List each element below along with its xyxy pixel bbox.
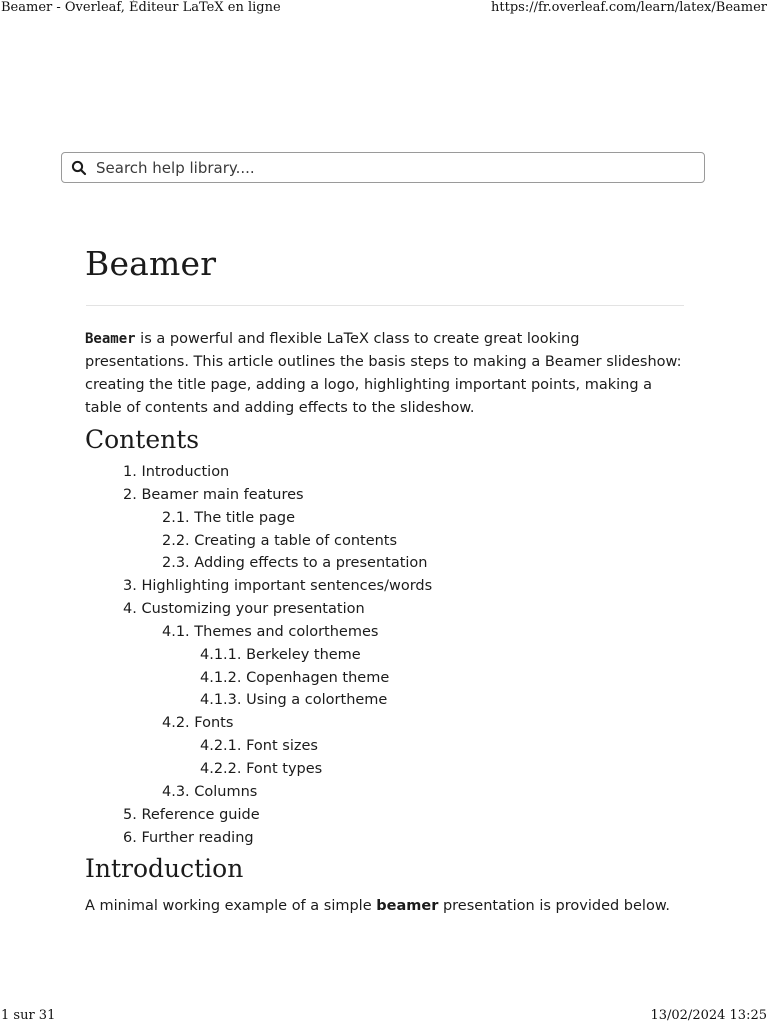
- toc-item[interactable]: 4.2. Fonts: [162, 715, 234, 732]
- search-box[interactable]: [61, 152, 705, 183]
- introduction-bold-term: beamer: [376, 898, 439, 915]
- print-page-title: Beamer - Overleaf, Éditeur LaTeX en ligne: [1, 0, 281, 15]
- toc-item[interactable]: 4.1.2. Copenhagen theme: [200, 669, 390, 686]
- print-url: https://fr.overleaf.com/learn/latex/Beamer: [491, 0, 767, 15]
- toc-item[interactable]: 5. Reference guide: [123, 806, 260, 823]
- print-page-counter: 1 sur 31: [1, 1008, 56, 1023]
- toc-item[interactable]: 4.2.2. Font types: [200, 760, 323, 777]
- page-title: Beamer: [85, 244, 217, 283]
- article-content: [85, 236, 685, 918]
- toc-item[interactable]: 6. Further reading: [123, 829, 254, 846]
- print-header: [0, 0, 768, 16]
- toc-item[interactable]: 4.1.1. Berkeley theme: [200, 646, 361, 663]
- table-of-contents: [85, 461, 685, 849]
- print-datetime: 13/02/2024 13:25: [650, 1008, 767, 1023]
- introduction-text-after: presentation is provided below.: [438, 898, 670, 915]
- intro-paragraph: [85, 328, 685, 420]
- toc-item[interactable]: 2.1. The title page: [162, 509, 296, 526]
- introduction-text-before: A minimal working example of a simple: [85, 898, 377, 915]
- toc-item[interactable]: 4.1. Themes and colorthemes: [162, 623, 379, 640]
- title-divider: [86, 305, 684, 306]
- toc-item[interactable]: 4.1.3. Using a colortheme: [200, 692, 388, 709]
- toc-item[interactable]: 4. Customizing your presentation: [123, 601, 365, 618]
- toc-item[interactable]: 3. Highlighting important sentences/words: [123, 578, 433, 595]
- search-input[interactable]: [96, 159, 704, 177]
- toc-item[interactable]: 2.3. Adding effects to a presentation: [162, 555, 428, 572]
- toc-item[interactable]: 1. Introduction: [123, 464, 230, 480]
- introduction-heading: Introduction: [85, 854, 244, 884]
- intro-text: is a powerful and flexible LaTeX class to create great looking presentations. This article outlines the basis steps to making a Beamer slideshow: creating the title page, adding a logo, highlighting important points, making a table of contents and adding effects to the slideshow.: [85, 331, 682, 416]
- print-footer: [0, 1008, 768, 1024]
- introduction-paragraph: [85, 895, 685, 918]
- toc-item[interactable]: 4.3. Columns: [162, 783, 258, 800]
- intro-code-term: Beamer: [85, 331, 136, 347]
- search-icon: [71, 160, 87, 176]
- toc-item[interactable]: 2. Beamer main features: [123, 486, 304, 503]
- contents-heading: Contents: [85, 425, 200, 454]
- toc-item[interactable]: 4.2.1. Font sizes: [200, 738, 318, 755]
- toc-item[interactable]: 2.2. Creating a table of contents: [162, 532, 398, 549]
